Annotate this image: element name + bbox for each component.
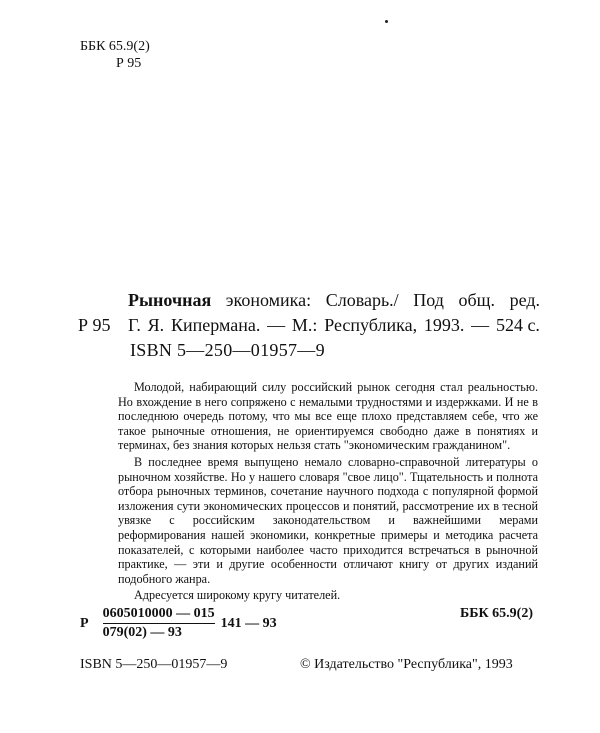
publication-code — [80, 606, 277, 641]
bibliographic-record — [78, 288, 540, 338]
isbn-footer: ISBN 5—250—01957—9 — [80, 657, 228, 672]
title-bold: Рыночная — [128, 290, 212, 310]
line2-word: Г. — [128, 315, 141, 335]
udk-block — [80, 38, 150, 72]
code-denominator: 079(02) — 93 — [102, 625, 182, 640]
line2-word: М.: — [291, 315, 318, 335]
copyright-notice: © Издательство "Республика", 1993 — [300, 657, 513, 672]
title-word: Под — [413, 290, 444, 310]
biblio-line-2-text — [128, 313, 540, 338]
isbn-main: ISBN 5—250—01957—9 — [130, 340, 325, 360]
line2-word: Я. — [147, 315, 165, 335]
line2-word: 524 с. — [495, 315, 540, 335]
title-word: ред. — [509, 290, 540, 310]
line2-word: — — [471, 315, 490, 335]
bbk-code-bottom: ББК 65.9(2) — [460, 606, 533, 621]
annotation — [118, 380, 538, 603]
line2-word: Республика, — [324, 315, 418, 335]
code-letter: Р — [80, 615, 89, 631]
stray-dot — [385, 20, 388, 23]
annotation-paragraph: Адресуется широкому кругу читателей. — [134, 588, 341, 603]
title-word: общ. — [458, 290, 495, 310]
line2-word: 1993. — [423, 315, 465, 335]
title-word: Словарь./ — [325, 290, 399, 310]
code-suffix: 141 — 93 — [220, 615, 277, 631]
author-sign: Р 95 — [78, 315, 111, 335]
author-sign-top: Р 95 — [116, 56, 142, 71]
code-fraction — [103, 606, 215, 641]
code-numerator: 0605010000 — 015 — [103, 606, 215, 624]
annotation-paragraph: Молодой, набирающий силу российский рынок сегодня стал реальностью. Но вхождение в него сопряжено с немалыми трудностями и издержками. И не в последнюю очередь потому, что мы все еще плохо представляем себе, что же такое рыночные отношения, не ориентируемся свободно даже в понятиях и терминах, без знания которых нельзя стать "экономическим гражданином". — [118, 380, 538, 453]
biblio-line-2 — [78, 313, 540, 338]
line2-word: Кипермана. — [170, 315, 261, 335]
bbk-code-top: ББК 65.9(2) — [80, 39, 150, 54]
biblio-line-1 — [78, 288, 540, 313]
line2-word: — — [267, 315, 286, 335]
annotation-paragraph: В последнее время выпущено немало словарно-справочной литературы о рыночном хозяйстве. Но у нашего словаря "свое лицо". Тщательность и полнота отбора рыночных терминов, сочетание научного подхода с популярной формой изложения сути экономических процессов и понятий, рассмотрение их в тесной увязке с российским законодательством и важнейшими мерами реформирования нашей экономики, конкретные примеры и методика расчета показателей, с которыми наиболее часто приходится встречаться в рыночной практике, — эти и другие особенности отличают книгу от других изданий подобного жанра. — [118, 454, 538, 586]
title-word: экономика: — [225, 290, 312, 310]
